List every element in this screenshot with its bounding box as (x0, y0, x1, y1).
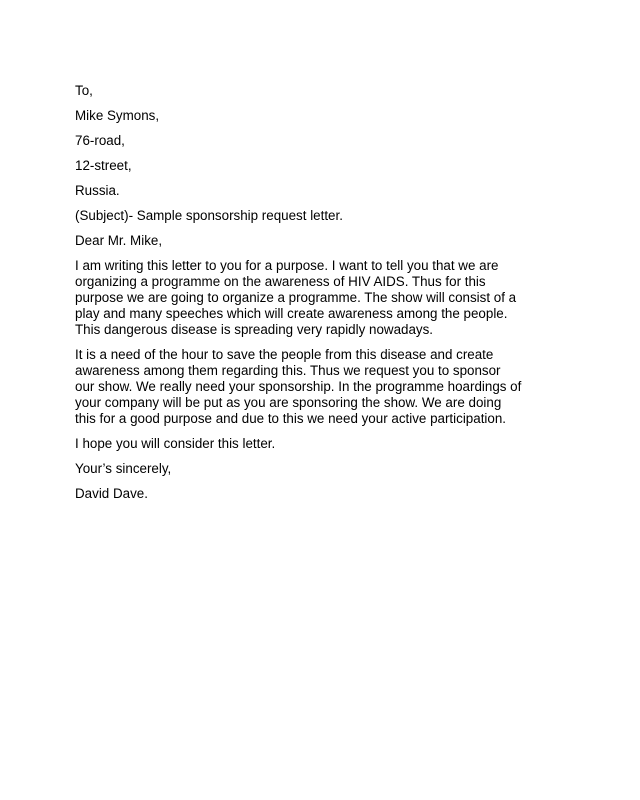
paragraph-2-line: awareness among them regarding this. Thus we request you to sponsor (75, 363, 501, 378)
paragraph-2-line: It is a need of the hour to save the people from this disease and create (75, 347, 494, 362)
paragraph-2-line: this for a good purpose and due to this we need your active participation. (75, 411, 507, 426)
paragraph-1-line: purpose we are going to organize a programme. The show will consist of a (75, 290, 517, 305)
paragraph-1-line: This dangerous disease is spreading very rapidly nowadays. (75, 322, 434, 337)
paragraph-1-line: I am writing this letter to you for a purpose. I want to tell you that we are (75, 258, 499, 273)
recipient-name: Mike Symons, (75, 108, 160, 123)
paragraph-1 (75, 258, 575, 338)
paragraph-3: I hope you will consider this letter. (75, 436, 276, 451)
paragraph-2 (75, 347, 575, 427)
recipient-road: 76-road, (75, 133, 125, 148)
paragraph-1-line: play and many speeches which will create awareness among the people. (75, 306, 508, 321)
paragraph-2-line: your company will be put as you are sponsoring the show. We are doing (75, 395, 502, 410)
paragraph-1-line: organizing a programme on the awareness of HIV AIDS. Thus for this (75, 274, 486, 289)
recipient-street: 12-street, (75, 158, 132, 173)
signature: David Dave. (75, 486, 148, 501)
greeting: Dear Mr. Mike, (75, 233, 163, 248)
subject-line: (Subject)- Sample sponsorship request letter. (75, 208, 343, 223)
salutation-to: To, (75, 83, 93, 98)
recipient-country: Russia. (75, 183, 120, 198)
paragraph-2-line: our show. We really need your sponsorship. In the programme hoardings of (75, 379, 522, 394)
letter-body (75, 83, 575, 511)
closing: Your’s sincerely, (75, 461, 172, 476)
